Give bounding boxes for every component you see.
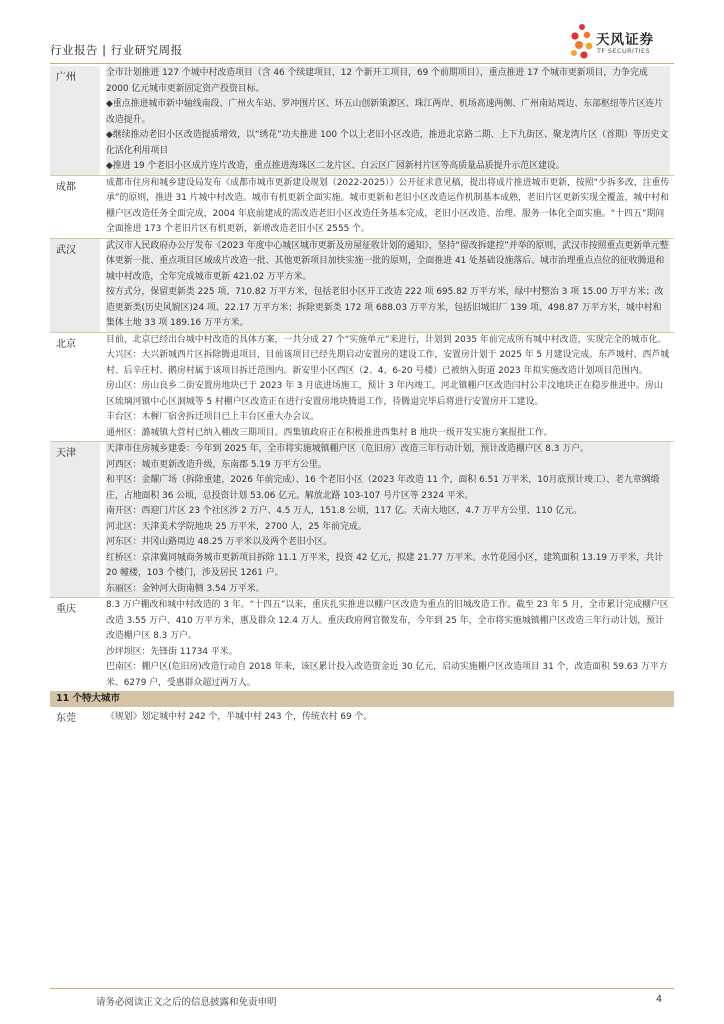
table-row [50, 332, 674, 442]
paragraph: 河东区：井冈山路周边 48.25 万平米以及两个老旧小区。 [106, 535, 670, 551]
paragraph: 巴南区：棚户区(危旧房)改造行动自 2018 年来，该区累计投入改造资金近 30 亿元，启动实施棚户区改造项目 31 个，改造面积 59.63 万平方米、6279 户，受惠群众超过两万人。 [106, 662, 668, 688]
paragraph: 《规划》划定城中村 242 个，半城中村 243 个，传统农村 69 个。 [106, 712, 373, 722]
content-cell [100, 66, 674, 175]
city-cell: 北京 [50, 332, 100, 442]
company-logo [568, 22, 678, 62]
paragraph: 按方式分，保留更新类 225 项、710.82 万平方米，包括老旧小区开工改造 222 项 695.82 万平方米，绿中村整治 3 项 15.00 万平方米；改造更新类(历史风貌区)24 项、22.17 万平方米；拆除更新类 172 项 688.03 万平方米，包括旧城旧厂 139 项、498.87 万平方米，城中村和集体土地 33 项 189.16 万平方米。 [106, 285, 670, 332]
paragraph: 东丽区：金钟河大街南侧 3.54 万平米。 [106, 582, 670, 598]
paragraph: 丰台区：木樨厂宿舍拆迁项目已上丰台区重大办会议。 [106, 412, 319, 422]
report-category: 行业报告 | 行业研究周报 [50, 43, 183, 57]
city-cell: 武汉 [50, 238, 100, 332]
paragraph: 通州区：潞城镇大营村已纳入棚改三期项目。西集镇政府正在积极推进西集村 B 地块一级开发实施方案报批工作。 [106, 427, 553, 438]
paragraph: ◆继续推动老旧小区改造提质增效，以“绣花”功夫推进 100 个以上老旧小区改造，推进北京路二期、上下九街区、聚龙湾片区（首期）等历史文化活化利用项目 [106, 128, 670, 159]
city-cell: 成都 [50, 175, 100, 238]
section-header: 11 个特大城市 [50, 691, 674, 707]
content-cell [100, 175, 674, 238]
disclaimer-text: 请务必阅读正文之后的信息披露和免责申明 [96, 997, 277, 1008]
content-cell [100, 238, 674, 332]
paragraph: 目前，北京已经出台城中村改造的具体方案，一共分成 27 个“实施单元”来进行，计划到 2035 年前完成所有城中村改造，实现完全的城市化。 [106, 334, 667, 345]
city-renewal-table [50, 66, 674, 727]
content-cell [100, 707, 674, 727]
paragraph: 和平区：金耀广场（拆除重建，2026 年前完成）、16 个老旧小区（2023 年改造 11 个，面积 6.51 万平米，10月底预计竣工）、老九章绸缎庄，占地面积 36 公顷，总投资计划 53.06 亿元。解放北路 103-107 号片区等 2324 平米。 [106, 473, 670, 504]
city-cell: 重庆 [50, 598, 100, 692]
paragraph: 河西区：城市更新改造升级，东南郡 5.19 万平方公里。 [106, 458, 670, 474]
paragraph: 天津市住房城乡建委：今年到 2025 年，全市将实施城镇棚户区（危旧房）改造三年行动计划，预计改造棚户区 8.3 万户。 [106, 442, 670, 458]
page-number: 4 [656, 994, 663, 1005]
content-cell [100, 598, 674, 692]
table-row [50, 66, 674, 175]
paragraph: 8.3 万户棚改和城中村改造的 3 年。“十四五”以来，重庆扎实推进以棚户区改造为重点的旧城改造工作。截至 23 年 5 月，全市累计完成棚户区改造 3.55 万户、410 万平方米，惠及群众 12.4 万人。重庆政府网官微发布，今年到 25 年，全市将实施城镇棚户区改造三年行动计划，预计改造棚户区 8.3 万户。 [106, 600, 669, 641]
paragraph: 南开区：西迎门片区 23 个社区涉 2 万户、4.5 万人，151.8 公顷，117 亿。天南大地区，4.7 万平方公里、110 亿元。 [106, 504, 670, 520]
table-row [50, 707, 674, 727]
paragraph: 河北区：天津美术学院地块 25 万平米，2700 人，25 年前完成。 [106, 520, 670, 536]
logo-text: 天风证券 [596, 32, 654, 48]
paragraph: 大兴区：大兴新城西片区拆除腾退项目，目前该项目已经先期启动安置房的建设工作，安置房计划于 2025 年 5 月建设完成。东芦城村、西芦城村、后辛庄村、鹅房村属于该项目拆迁范围内。新安里小区西区（2、4、6-20 号楼）已被纳入街道 2023 年拟实施改造计划项目范围内。 [106, 350, 670, 376]
table-row [50, 598, 674, 692]
footer-divider [50, 988, 674, 989]
paragraph: ◆推进 19 个老旧小区成片连片改造，重点推进海珠区二龙片区、白云区广园新村片区等高质量品质提升示范区建设。 [106, 159, 670, 175]
table-row [50, 442, 674, 598]
paragraph: 房山区：房山良乡二街安置房地块已于 2023 年 3 月底进场施工，预计 3 年内竣工。河北镇棚户区改造闫村公丰汶地块正在稳步推进中。房山区琉璃河镇中心区洄城等 5 村棚户区改造正在进行安置房地块腾退工作，待腾退完毕后将进行安置房开工建设。 [106, 381, 663, 407]
paragraph: 红桥区：京津冀同城商务城市更新项目拆除 11.1 万平米，投资 42 亿元，拟建 21.77 万平米。水竹花园小区，建筑面积 13.19 万平米，共计 20 幢楼，103 个楼门，涉及居民 1261 户。 [106, 551, 670, 582]
table-row [50, 238, 674, 332]
header-divider [50, 63, 674, 64]
city-cell: 广州 [50, 66, 100, 175]
city-cell: 天津 [50, 442, 100, 598]
paragraph: 成都市住房和城乡建设局发布《成都市城市更新建设规划（2022-2025）》公开征求意见稿，提出将成片推进城市更新，按照“少拆多改，注重传承”的原则，推进 31 片城中村改造。城市有机更新全面实施。城市更新和老旧小区改造运作机制基本成熟，老旧片区更新实现全覆盖，城中村和棚户区改造任务全面完成，2004 年底前建成的需改造老旧小区改造任务基本完成，老旧小区改造、治理、服务一体化全面实施。“十四五”期间全面推进 173 个老旧片区有机更新，新增改造老旧小区 2555 个。 [106, 177, 670, 234]
paragraph: 沙坪坝区：先锋街 11734 平米。 [106, 646, 238, 657]
paragraph: ◆重点推进城市新中轴线南段、广州火车站、罗冲围片区、环五山创新策源区、珠江两岸、机场高速两侧、广州南站周边、东部枢纽等片区连片改造提升。 [106, 97, 670, 128]
paragraph: 全市计划推进 127 个城中村改造项目（含 46 个续建项目，12 个新开工项目，69 个前期项目），重点推进 17 个城市更新项目，力争完成 2000 亿元城市更新固定资产投资目标。 [106, 66, 670, 97]
paragraph: 武汉市人民政府办公厅发布《2023 年度中心城区城市更新及房屋征收计划的通知》，坚持“留改拆建控”并举的原则，武汉市按照重点更新单元整体更新一批、重点项目区域成片改造一批、其他更新项目加快实施一批的原则，全面推进 41 处基础设施落后、城市治理重点点位的征收腾退和城中村改造，全年完成城市更新 421.02 万平方米。 [106, 239, 670, 286]
section-header-row [50, 691, 674, 707]
content-cell [100, 332, 674, 442]
logo-mark-icon [568, 22, 596, 62]
content-cell [100, 442, 674, 598]
logo-subtext: TF SECURITIES [597, 47, 651, 55]
city-cell: 东莞 [56, 713, 76, 724]
table-row [50, 175, 674, 238]
